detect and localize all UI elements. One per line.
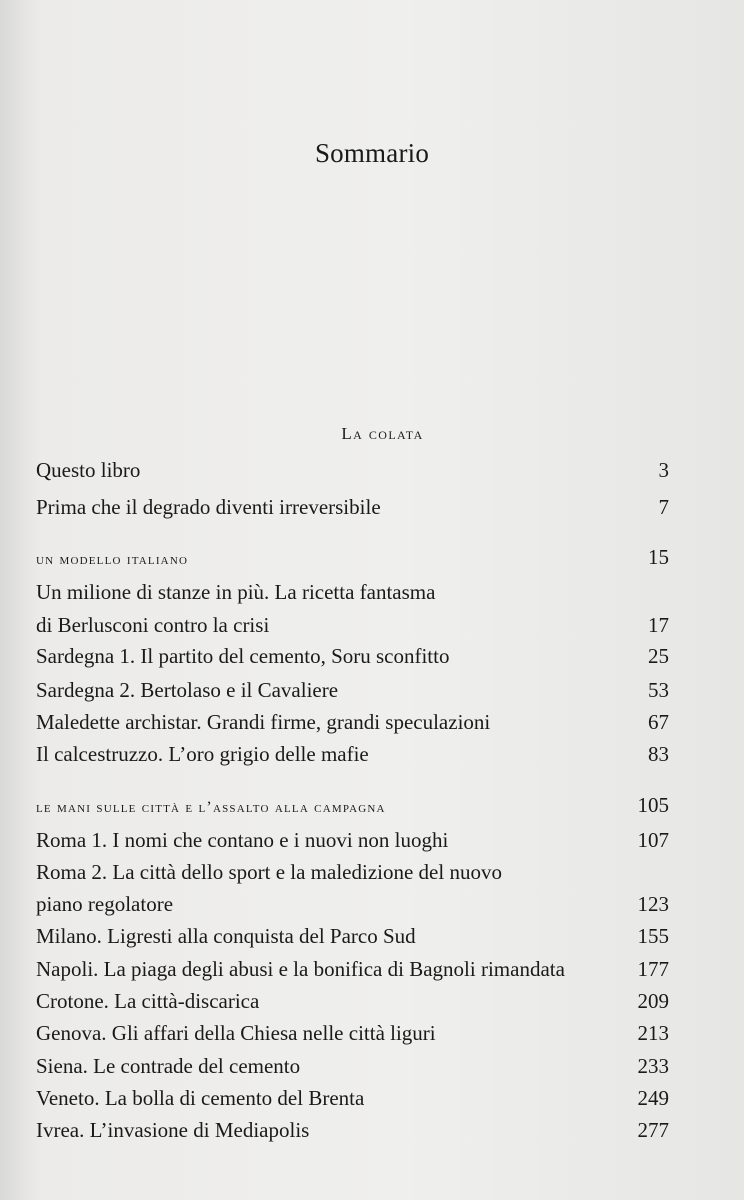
section-heading bbox=[36, 793, 669, 818]
toc-entry-page: 155 bbox=[637, 924, 669, 948]
toc-entry bbox=[36, 609, 669, 642]
toc-entry-page: 17 bbox=[648, 613, 669, 637]
toc-entry-title: Napoli. La piaga degli abusi e la bonifica di Bagnoli rimandata bbox=[36, 957, 565, 981]
toc-entry-page: 213 bbox=[637, 1021, 669, 1045]
toc-entry-page: 107 bbox=[637, 828, 669, 852]
toc-entry bbox=[36, 674, 669, 707]
toc-entry bbox=[36, 1050, 669, 1083]
toc-entry-page: 277 bbox=[637, 1118, 669, 1142]
toc-entry-title: Sardegna 2. Bertolaso e il Cavaliere bbox=[36, 678, 339, 702]
toc-entry bbox=[36, 985, 669, 1018]
toc-entry bbox=[36, 706, 669, 739]
section-page: 105 bbox=[637, 793, 669, 817]
page-title: Sommario bbox=[314, 138, 430, 168]
section-page: 15 bbox=[648, 545, 669, 569]
toc-entry bbox=[36, 856, 669, 889]
toc-entry bbox=[36, 454, 669, 487]
toc-entry-title-line2: piano regolatore bbox=[36, 892, 174, 916]
toc-entry bbox=[36, 920, 669, 953]
toc-entry bbox=[36, 1114, 669, 1147]
toc-entry bbox=[36, 1017, 669, 1050]
toc-entry-page: 7 bbox=[658, 495, 669, 519]
toc-entry-title: Maledette archistar. Grandi firme, grandi speculazioni bbox=[36, 710, 491, 734]
toc-entry-page: 3 bbox=[658, 458, 669, 482]
toc-entry-title: Ivrea. L’invasione di Mediapolis bbox=[36, 1118, 310, 1142]
section-title: le mani sulle città e l’assalto alla campagna bbox=[36, 799, 386, 816]
toc-entry-title-line1: Un milione di stanze in più. La ricetta fantasma bbox=[36, 580, 436, 604]
toc-entry-page: 249 bbox=[637, 1086, 669, 1110]
toc-entry bbox=[36, 640, 669, 673]
toc-entry-title-line2: di Berlusconi contro la crisi bbox=[36, 613, 270, 637]
toc-entry bbox=[36, 576, 669, 609]
toc-entry-title: Il calcestruzzo. L’oro grigio delle mafie bbox=[36, 742, 369, 766]
toc-entry-page: 177 bbox=[637, 957, 669, 981]
section-heading bbox=[36, 545, 669, 570]
toc-entry-title: Crotone. La città-discarica bbox=[36, 989, 260, 1013]
toc-entry bbox=[36, 824, 669, 857]
toc-entry-page: 209 bbox=[637, 989, 669, 1013]
toc-entry-title: Veneto. La bolla di cemento del Brenta bbox=[36, 1086, 365, 1110]
toc-entry-title: Milano. Ligresti alla conquista del Parco Sud bbox=[36, 924, 416, 948]
section-title: un modello italiano bbox=[36, 551, 189, 568]
part-heading: La colata bbox=[341, 424, 424, 443]
toc-entry bbox=[36, 1082, 669, 1115]
toc-entry-page: 83 bbox=[648, 742, 669, 766]
toc-entry-title-line1: Roma 2. La città dello sport e la maledizione del nuovo bbox=[36, 860, 502, 884]
toc-entry-title: Genova. Gli affari della Chiesa nelle città liguri bbox=[36, 1021, 436, 1045]
toc-entry-title: Prima che il degrado diventi irreversibile bbox=[36, 495, 381, 519]
toc-entry bbox=[36, 738, 669, 771]
toc-entry bbox=[36, 953, 669, 986]
toc-entry bbox=[36, 888, 669, 921]
toc-entry-title: Questo libro bbox=[36, 458, 141, 482]
toc-entry-title: Roma 1. I nomi che contano e i nuovi non luoghi bbox=[36, 828, 449, 852]
toc-entry-page: 25 bbox=[648, 644, 669, 668]
toc-entry-page: 123 bbox=[637, 892, 669, 916]
toc-entry bbox=[36, 491, 669, 524]
toc-entry-title: Sardegna 1. Il partito del cemento, Soru sconfitto bbox=[36, 644, 450, 668]
toc-entry-page: 67 bbox=[648, 710, 669, 734]
toc-entry-page: 233 bbox=[637, 1054, 669, 1078]
toc-entry-page: 53 bbox=[648, 678, 669, 702]
toc-entry-title: Siena. Le contrade del cemento bbox=[36, 1054, 301, 1078]
